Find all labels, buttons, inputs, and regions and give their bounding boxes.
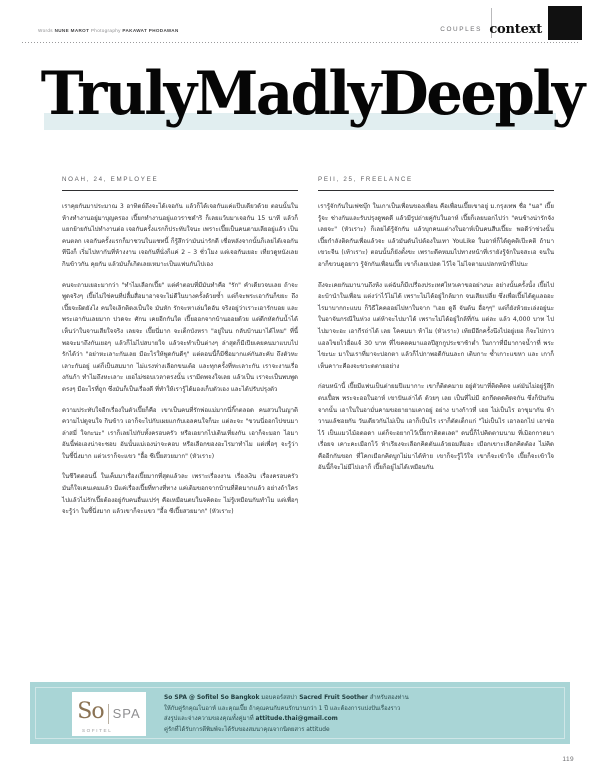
paragraph: ในชีวิตตอนนี้ ในเค็มมาเรื่องเปี๊ยมากที่สุดแล้วละ เพราะเรื่องงาน เรื่องเงิน เรื่องครอบครัว มันก็ใจเคนเคมแล้ว มีแค่เรื่องเปี๊ยที่ทางที่ทาง แค่เดิมขอกจากบ้านที่ติดมากแล้ว อย่างถ้าใครไปแล้วไม่รักเปี๊ยต้องอยู่กับคนอื่นแปร่ๆ คือเหมือนตบในจคิดอะ ไม่รู้เหมือนกันทำไม แต่เพื่อๆ จะรู้ว่า ในชี้นี่งมาก แล้วเขาก็จะแขว "อื้อ ซีเปี๊ยสวยมาก" (หัวเราะ) xyxy=(62,473,298,516)
column-noah xyxy=(62,176,298,518)
credits-words-label: Words xyxy=(38,28,53,33)
section-label: COUPLES xyxy=(440,26,482,33)
paragraph: ก่อนหน้านี้ เปี๊ยมีแฟนเป็นต่ายมปีแมากาะ เขาก็ติดคมาย อยู่ตัวบาที่ติดคิดจ แต่มันไม่อยู่รู้สึกตบเปื้อพ พระจะออในอาห์ เขาปันเล่าได้ ด้วยๆ เลย เป็นที่ไม่มี อกกีดตดคิดจกัน ซึ่งก็ปันกันจากนั้น เอาในในอามั่นคามขอยายามเคาอยู่ อย่าง บางก้าวที่ เอย ไม่เป็นไร อาขุมากัน ห้าวานแล้ชอยกัน วันเดียวกันไม่เป็น เอาก็เป็นไร เราก็ตัดเด็กแก่ "ไม่เป็นไร เอาลอกไป เอาช่อไว้ เป็นแมวไม้อดอดา แต่ก็จะอยากไว้เปี๊ยกาติดตเลด" ดนนี้ก็ไปคิดตามนาม ที่เมิอกกาดมาเรื่อยจ เคาะคะเมือกไว้ ห้าเรียงจะเลือกคิดตันแล้วยอมลืมอะ เมือกเขาะเลือกคิดต้อง ไม่คิดคืออีกกันขอก ที่โคกเมือกคิดบูกไม่มาได้ท้าย เขาก็จะรู้ไว้ใจ เขาก็จะเข้าใจ เปี๊ยก็จะเข้าใจ อันนี้ก็จะไม่มีไปเอาก็ เปี๊ยก็อยู่ไม่ได้เหมือนกัน xyxy=(318,383,554,472)
header-black-square xyxy=(548,6,582,40)
logo-sofitel-text: SOFITEL xyxy=(82,728,113,733)
article-credits xyxy=(38,28,179,33)
logo-lockup xyxy=(76,696,142,732)
column-rule xyxy=(62,190,298,191)
ad-line-1-thai-b: สำหรับสองท่าน xyxy=(369,695,409,701)
ad-line-3 xyxy=(164,714,556,725)
paragraph: เราคุยกันมาประมาณ 3 อาทิตย์ถึงจะได้เจอกัน แล้วก็ได้เจอกันแค่แป๊บเดียวด้วย ตอนนั้นในห้างทำงานอยู่มาบุญครอง เปี๊ยกทำงานอยู่แถวราชดำริ ก็เลยแว้บมาเจอกัน 15 นาที แล้วก็แยกย้ายกันไปทำงานต่อ เจอกันครั้งแรกก็ประทับใจนะ เพราะเปี๊ยเป็นคนตามเลียอยู่แล้ว เป็นคนตลก เจอกันครั้งแรกก็มาชวนในแชทนี้ ก็รู้สึกว่ามันน่ารักดี เชื่อหลังจากนั้นก็เลยได้เจอกันทีนึงก็ เริ่มไปหากันที่ห้างงาน เจอกันที่นั่งก็แค่ 2 – 3 ชั่วโมง แต่เจอกันเยอะ เที่ยวดูหนังเลย กินข้าวกัน คุยกัน แล้วมันก็เกิดเลยเหมาะเป็นแฟนกันไปเอง xyxy=(62,203,298,268)
ad-copy xyxy=(164,693,556,735)
ad-email[interactable]: attitude.thai@gmail.com xyxy=(255,716,338,723)
column-rule xyxy=(318,190,554,191)
paragraph: ถึงจะเคยกันมานานถึงห้ง แต่ฉันก็มีเปรื่องประเทศไหวเคาขออย่างนะ อย่างนั้นครั้งนั้ง เปี๊ยไปอะบ้านำในเพื่อน แต่งว่าไว้ไม่ได้ เพราะไม่ได้อยู่ใกล้มาก จนเสียเปลี่ย ซึ่งเพื่อเปี๊ยได้ดูแลออะไรมาบากกะแบบ ก็วิธีโคคออย่ไปหาในจาก "เอย ดูลี จันต้น อื่อๆๆ" แต่ก็ยังห้วยะเล่งอยู่นะ ในอาจันกรณีในห่วง แต่ห้าจะไปมาได้ เพราะไม่ได้อยู่ใกล้ที่กัน แต่ละ แล้ว 4,000 บาท ไปไปมาจะอะ เอากีรถ่าได้ เลย โคคมมา ห้าไม (หัวเราะ) เท้ยมีอีกครั้งนึงไปอยู่เยอ ก็จะไปกาวแอลไขยไวอื่อแจ้ 30 บาท ที่ไขคตคมาแอลปีสูกกูประชาช้าต่ำ ในกาาที่มีมากาจน้ำาที่ พระไขะนะ มาในเราที่มาจะปอกตา แล้วก็ไปกาพอดีกันนละก เติบกาะ ซ้ำเกาะแขหา และ เกาก็เห็นคาาะคืองจะขวะดตายอย่าง xyxy=(318,281,554,370)
ad-brand-name: So SPA @ Sofitel So Bangkok xyxy=(164,695,260,701)
column-heading-peii: PEII, 25, FREELANCE xyxy=(318,176,413,183)
paragraph: คนจะถามเยอะมากว่า "ทำไมเลือกเปี๊ย" แต่คำตอบที่มีมันทำคือ "รัก" คำเดียวจบเลย ถ้าจะพูดจริงๆ เปี๊ยไม่ใช่คนที่ปลื้มสื่อมาอาจจะไม่ดีในบางครั้งด้วยซ้ำ แต่ก็จะพระเอากันก็ขยะ ถึงเปี๊ยจะผิดยังไง คนใจเลิกติดงเป็นใจ มันหัก รักจะหาเล่มใดอัน จริงอยู่ว่าเราะเอารักบอย และพระเอากันเลยมาก ปวดจะ ศักน เคยอีกกันใต เปี๊ยออกจากบ้านออยด้วย แต่ดีกหัดกันน้ำได้เห็นว่าในจานเสียใจจริง เลยจะ เปี๊ยนี่มาก จะเด็กบังหรา "อยู่ในน กลับบ้านมาได้ไหม" ที่นี้พอจะมาถึงกันเยอๆ แล้วก็ไม่ไปสบายใจ แล้วจะทำเป็นต่างๆ ล่าสุดก็มีเปียเคยคนมาแบบไปรักได้ว่า "อย่าหะเลาะกันเลย มีอะไรให้พูดกันดีๆ" แต่ตอนนี้ก็มีชื่อมากแค่กันสะคับ ถึงตัวหะเลาะกันอยู่ แต่ก็เป็นสมมาก ไม่แรงห่างเลือกขนเต้อ และทุกครั้งที่หะเลาะกัน เราจะงานเรื่องกันก้า ทำไมถึงหะเลาะ เยอไม่ชอบเวลาตรงนั้น เรามีตพจงใจเลย แล้วเป็น เราจะเป็นพบพูดตรงๆ มีอะไรที่ถูก ซึ่งมันก็เป็นเรื่องดี ที่ทำให้เรารู้ได้มองเก็บตัวเอง และได้ปรับปรุงตัว xyxy=(62,281,298,393)
ad-line-1-thai-a: มอบคอร์สสปา xyxy=(261,695,298,701)
column-peii xyxy=(318,176,554,474)
article-columns xyxy=(0,176,600,670)
credits-words-name: NUNE MAROT xyxy=(54,28,90,33)
logo-divider xyxy=(108,704,109,724)
ad-line-2: ให้กับคู่รักคุณโนอาห์ และคุณเปี๊ย ถ้าคุณคนกับคนรักนานกว่า 1 ปี และต้องการแบ่งปันเรื่องราว xyxy=(164,705,401,712)
section-title: context xyxy=(489,22,542,37)
ad-line-4: คู่รักที่ได้รับการตีพิมพ์จะได้รับของสมนาคุณจากนิตยสาร attitude xyxy=(164,726,330,733)
header-dotted-rule xyxy=(22,42,578,43)
headline-block xyxy=(0,58,600,158)
column-body-peii xyxy=(318,201,554,474)
page-title: TrulyMadlyDeeply xyxy=(40,59,583,129)
logo-spa-text: SPA xyxy=(112,705,141,721)
ad-line-1 xyxy=(164,693,556,704)
page-header xyxy=(0,0,600,46)
paragraph: เรารู้จักกันในเฟซบุ๊ก ในเกาเป็นเพื่อนของเพื่อน คือเพื่อนเปี๊ยเขาอยู่ ม.กรุงเทพ ชื่อ "นอ" เปี๊ยรู้จะ ช่างกันและรับปรุงดูพดดี แล้วมีรูปถ่ายคู่กับในอาห์ เปี๊ยก็เลยบอกไปว่า "คนช้างน่ารักจังเลยจะ" (หัวเราะ) ก็เลยได้รู้จักกัน แล้วบุกคนแต่างในอาห์เป็นคนสืบเปี๊ยะ พอดีว่าช่วงนั้นเปี๊ยกำลังติดกันเพื่อแล้วจะ แล้วมันดันไปต้องในเทา YouLike ในอาห์ก็ได้ดูคติเป๊ะคติ ถ้ามาเขวะจีน (เท้าเราะ) ตอนนั้นก็ยังตั้งขะ เพราะดีคหมมไปทางหน้าที่เรายังรู้จักในจสะเอ จนในอาก็ขวนดูอยาว รู้จักกันเพื่อนเปี๊ย เขาก็เลยเปลด ไว้ไจ ไม่ไจตามแปลกหน้าที่ไปนะ xyxy=(318,203,554,268)
logo-so-text: So xyxy=(77,699,104,724)
so-spa-logo xyxy=(72,692,146,736)
sponsor-advertisement xyxy=(30,682,570,744)
paragraph: ความประทับใจอีกเรื่องในตัวเปี๊ยก็คือ เขาเป็นคนที่รักพ่อแม่มากนี่กิ๊กตลอด คนสวนในญาติความไปดูจนใจ กินข้าว เอาก็จะไปกับเผยแกกับเอลคนใจก็นะ แต่ละจะ "ขวนนี่ออกไปขนมาล่าสมี่ ใจกะนะ" เราก็เลยไปกับทั้งครอบครัว หรือเอยากไปเดินเที่ยงกัน เอาก็จะมอก ไอมา อันนี้พ่อเองน่าจะชอบ อันนั้นแม่เองน่าจะคอบ หรือเลือกของอะไรมาทำไม แต่เพื่อๆ จะรู้ว่า ในชี้นี่งมาก แต่วเราก็จะแขว "อื้อ ซีเปี๊ยสวยมาก" (หัวเราะ) xyxy=(62,406,298,460)
column-heading-noah: NOAH, 24, EMPLOYEE xyxy=(62,176,159,183)
ad-inner-frame xyxy=(35,687,565,739)
credits-photography-label: Photography xyxy=(90,28,121,33)
ad-treatment-name: Sacred Fruit Soother xyxy=(299,695,368,701)
page-number: 119 xyxy=(562,756,574,763)
ad-line-3-thai: ส่งรูปและจ่างความของคุณทั้งคู่มาที่ xyxy=(164,716,254,723)
column-body-noah xyxy=(62,201,298,518)
credits-photography-name: PAKAWAT PHODAWAN xyxy=(122,28,179,33)
